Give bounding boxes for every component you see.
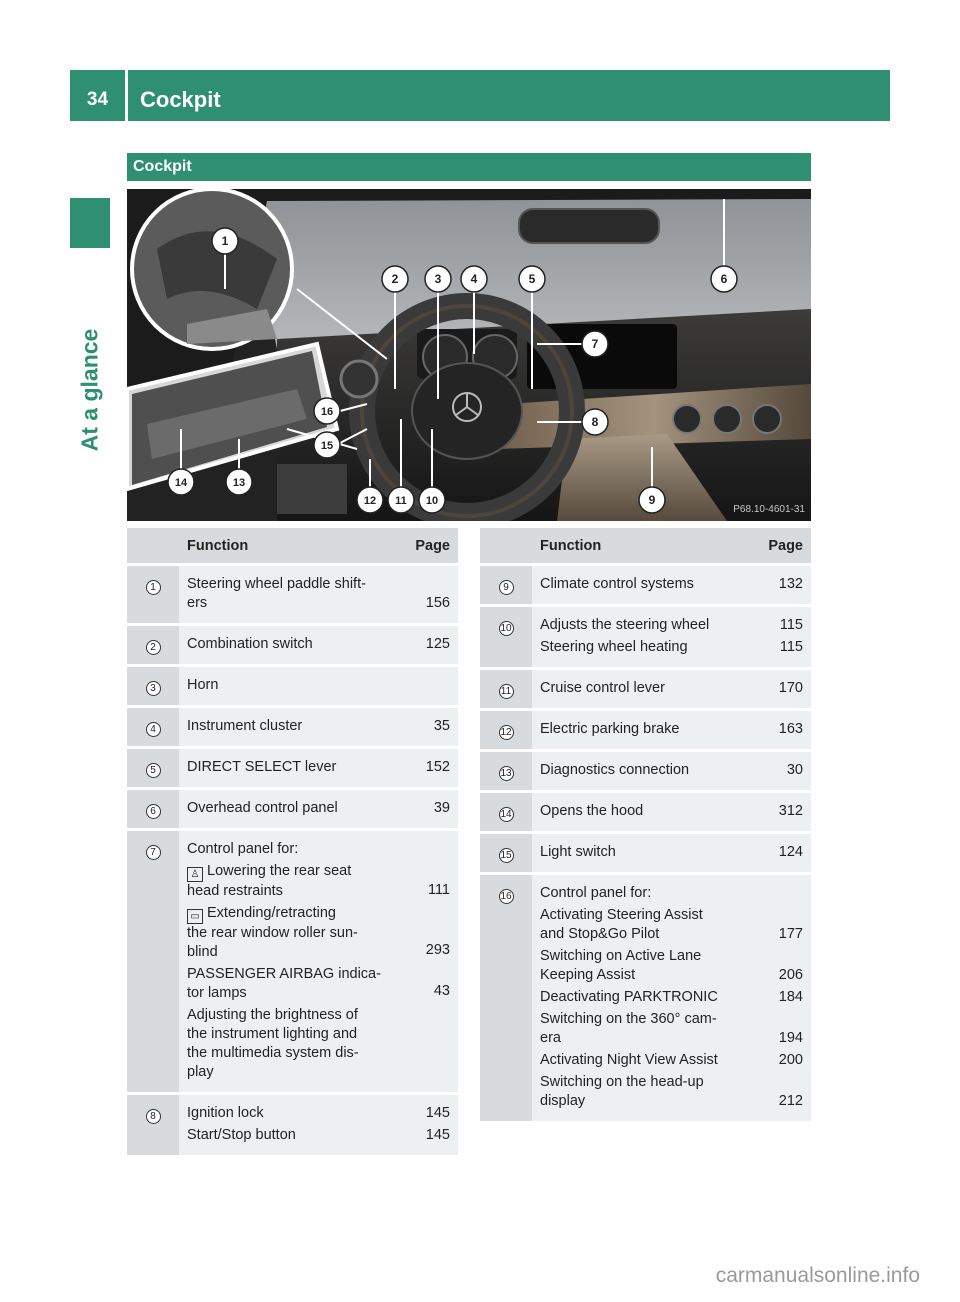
page-ref: 125 <box>425 636 450 652</box>
item-number-cell <box>127 708 179 746</box>
function-text <box>540 761 741 780</box>
callout-10 <box>419 487 445 513</box>
page-ref: 145 <box>425 1127 450 1143</box>
watermark: carmanualsonline.info <box>715 1264 920 1287</box>
table-row <box>127 708 458 746</box>
function-text-line: Adjusting the brightness of <box>187 1007 358 1023</box>
page-ref: 163 <box>778 721 803 737</box>
svg-text:11: 11 <box>395 495 407 507</box>
page-ref <box>396 676 450 695</box>
section-title: Cockpit <box>133 158 192 175</box>
item-number-cell <box>480 834 532 872</box>
function-text <box>187 676 388 695</box>
function-text-line: Ignition lock <box>187 1105 264 1121</box>
page-ref: 170 <box>778 680 803 696</box>
page-ref: 145 <box>425 1105 450 1121</box>
svg-text:3: 3 <box>434 272 442 286</box>
function-cell <box>532 875 749 1121</box>
function-text <box>187 1006 388 1025</box>
page-ref: 39 <box>433 800 450 816</box>
svg-text:2: 2 <box>391 272 399 286</box>
function-text-line: ers <box>187 595 208 611</box>
item-number: 12 <box>500 727 512 738</box>
table-row <box>127 749 458 787</box>
function-text-line: and Stop&Go Pilot <box>540 926 660 942</box>
table-row <box>480 752 811 790</box>
item-number: 6 <box>146 804 161 819</box>
item-number-cell <box>480 711 532 749</box>
item-number-cell <box>127 667 179 705</box>
item-number-cell <box>127 749 179 787</box>
function-cell <box>179 749 396 787</box>
callout-14 <box>168 469 194 495</box>
table-row <box>127 790 458 828</box>
function-cell <box>532 566 749 604</box>
callout-6 <box>711 266 737 292</box>
table-row <box>480 607 811 667</box>
function-text-line: DIRECT SELECT lever <box>187 759 337 775</box>
roller-blind-icon: ▭ <box>187 909 203 924</box>
function-text <box>187 758 388 777</box>
item-number: 8 <box>146 1109 161 1124</box>
svg-text:13: 13 <box>232 477 246 489</box>
function-text <box>187 717 388 736</box>
header-function: Function <box>179 528 396 563</box>
function-text <box>540 884 741 903</box>
item-number: 10 <box>500 623 512 634</box>
function-text-line: Opens the hood <box>540 803 644 819</box>
function-cell <box>179 626 396 664</box>
function-text <box>187 1104 388 1123</box>
item-number: 16 <box>500 891 512 902</box>
function-text <box>540 1092 741 1111</box>
header-divider <box>125 70 128 121</box>
cockpit-photo <box>127 189 811 521</box>
page-ref <box>396 922 450 941</box>
function-text <box>187 1025 388 1044</box>
callout-12 <box>357 487 383 513</box>
table-row <box>127 667 458 705</box>
page-cell <box>396 626 458 664</box>
svg-text:1: 1 <box>221 234 229 248</box>
page-ref <box>749 884 803 903</box>
svg-text:10: 10 <box>425 495 439 507</box>
table-header-row <box>127 528 458 563</box>
function-text <box>540 966 741 985</box>
side-tab-marker <box>70 198 110 248</box>
page-ref <box>396 903 450 922</box>
function-text <box>540 906 741 925</box>
item-number-cell <box>480 566 532 604</box>
function-text <box>187 965 388 984</box>
function-text-line: Activating Steering Assist <box>540 907 703 923</box>
page-cell <box>749 566 811 604</box>
page-cell <box>396 1095 458 1155</box>
function-cell <box>532 711 749 749</box>
right-function-table <box>480 528 811 1121</box>
page-cell <box>749 834 811 872</box>
page-ref: 293 <box>425 942 450 958</box>
function-text-line: Switching on the 360° cam- <box>540 1011 717 1027</box>
side-tab-label: At a glance <box>76 328 103 452</box>
function-text <box>540 1010 741 1029</box>
page-ref <box>396 575 450 594</box>
function-text <box>540 947 741 966</box>
svg-text:12: 12 <box>363 495 377 507</box>
page-cell <box>396 708 458 746</box>
function-text-line: Adjusts the steering wheel <box>540 617 710 633</box>
function-text-line: Combination switch <box>187 636 313 652</box>
svg-text:9: 9 <box>648 493 656 507</box>
svg-text:15: 15 <box>320 440 334 452</box>
page-ref: 124 <box>778 844 803 860</box>
table-row <box>480 670 811 708</box>
section-bar <box>127 153 811 181</box>
page-number: 34 <box>86 89 109 110</box>
svg-text:14: 14 <box>174 477 188 489</box>
function-text <box>540 679 741 698</box>
item-number-cell <box>480 670 532 708</box>
function-text-line: Electric parking brake <box>540 721 680 737</box>
function-text-line: Steering wheel heating <box>540 639 688 655</box>
function-text-line: Steering wheel paddle shift- <box>187 576 366 592</box>
page-ref: 212 <box>778 1093 803 1109</box>
page-ref: 43 <box>433 983 450 999</box>
page-ref: 206 <box>778 967 803 983</box>
function-cell <box>179 566 396 623</box>
item-number-cell <box>127 790 179 828</box>
function-text-line: Activating Night View Assist <box>540 1052 718 1068</box>
function-text-line: display <box>540 1093 586 1109</box>
function-text <box>187 1126 388 1145</box>
function-cell <box>179 831 396 1092</box>
page-cell <box>749 607 811 667</box>
table-row <box>480 566 811 604</box>
page-ref: 132 <box>778 576 803 592</box>
function-text <box>540 638 741 657</box>
page-ref: 35 <box>433 718 450 734</box>
function-text-line: PASSENGER AIRBAG indica- <box>187 966 381 982</box>
function-text-line: the multimedia system dis- <box>187 1045 359 1061</box>
header-page: Page <box>396 528 458 563</box>
page-ref: 115 <box>779 617 803 633</box>
callout-7 <box>582 331 608 357</box>
page-ref <box>749 906 803 925</box>
page-ref <box>396 840 450 859</box>
function-text-line: the instrument lighting and <box>187 1026 358 1042</box>
item-number: 15 <box>500 850 512 861</box>
function-text-line: Control panel for: <box>187 841 299 857</box>
page-cell <box>749 875 811 1121</box>
function-text-line: Switching on the head-up <box>540 1074 704 1090</box>
page-cell <box>749 752 811 790</box>
function-text <box>187 799 388 818</box>
table-row <box>480 834 811 872</box>
callout-3 <box>425 266 451 292</box>
function-text-line: Instrument cluster <box>187 718 303 734</box>
page-ref: 152 <box>425 759 450 775</box>
item-number: 4 <box>146 722 161 737</box>
function-text <box>187 1044 388 1063</box>
function-text <box>540 1029 741 1048</box>
function-text <box>540 720 741 739</box>
function-text-line: tor lamps <box>187 985 247 1001</box>
function-text-line: Cruise control lever <box>540 680 665 696</box>
function-text-line: Horn <box>187 677 219 693</box>
function-text <box>187 862 388 882</box>
function-text <box>187 575 388 594</box>
function-text-line: Diagnostics connection <box>540 762 690 778</box>
page-ref: 156 <box>425 595 450 611</box>
page-cell <box>749 670 811 708</box>
page-cell <box>396 749 458 787</box>
function-text-line: Extending/retracting <box>207 905 336 921</box>
function-text <box>540 843 741 862</box>
function-cell <box>179 708 396 746</box>
table-row <box>127 1095 458 1155</box>
svg-text:16: 16 <box>320 406 334 418</box>
page-cell <box>396 566 458 623</box>
cockpit-illustration <box>127 189 811 521</box>
function-cell <box>179 1095 396 1155</box>
function-text <box>540 1051 741 1070</box>
page-cell <box>396 667 458 705</box>
page-ref <box>749 947 803 966</box>
item-number: 14 <box>500 809 512 820</box>
header-number-cell <box>480 528 532 563</box>
page-cell <box>749 793 811 831</box>
function-text <box>540 988 741 1007</box>
function-text-line: era <box>540 1030 561 1046</box>
page-ref: 115 <box>779 639 803 655</box>
header-function: Function <box>532 528 749 563</box>
table-row <box>127 626 458 664</box>
function-text <box>187 635 388 654</box>
callout-4 <box>461 266 487 292</box>
page-ref <box>396 1042 450 1061</box>
svg-text:4: 4 <box>470 272 478 286</box>
function-cell <box>532 793 749 831</box>
function-text <box>187 882 388 901</box>
function-cell <box>179 667 396 705</box>
item-number-cell <box>127 1095 179 1155</box>
item-number-cell <box>480 752 532 790</box>
headrest-icon: ♙ <box>187 867 203 882</box>
item-number-cell <box>127 831 179 1092</box>
function-text-line: blind <box>187 944 218 960</box>
page-cell <box>396 831 458 1092</box>
table-row <box>127 831 458 1092</box>
item-number-cell <box>480 793 532 831</box>
callout-13 <box>226 469 252 495</box>
function-text-line: Light switch <box>540 844 616 860</box>
function-text <box>540 1073 741 1092</box>
callout-15 <box>314 432 340 458</box>
callout-5 <box>519 266 545 292</box>
page-ref: 111 <box>427 882 450 898</box>
item-number-cell <box>127 626 179 664</box>
page-ref <box>396 1061 450 1080</box>
callout-8 <box>582 409 608 435</box>
function-text <box>187 1063 388 1082</box>
function-cell <box>532 834 749 872</box>
table-row <box>480 793 811 831</box>
function-text-line: head restraints <box>187 883 283 899</box>
function-text <box>187 904 388 924</box>
table-row <box>480 875 811 1121</box>
function-text <box>187 984 388 1003</box>
item-number-cell <box>480 875 532 1121</box>
header-page: Page <box>749 528 811 563</box>
image-code: P68.10-4601-31 <box>733 504 805 515</box>
page-ref <box>396 1023 450 1042</box>
callout-11 <box>388 487 414 513</box>
callout-9 <box>639 487 665 513</box>
item-number: 2 <box>146 640 161 655</box>
function-text-line: Switching on Active Lane <box>540 948 702 964</box>
function-text <box>187 924 388 943</box>
item-number-cell <box>127 566 179 623</box>
page-ref: 184 <box>778 989 803 1005</box>
header-number-cell <box>127 528 179 563</box>
function-text-line: Climate control systems <box>540 576 694 592</box>
function-text-line: Control panel for: <box>540 885 652 901</box>
svg-text:8: 8 <box>591 415 599 429</box>
page-ref <box>396 862 450 881</box>
page-ref: 194 <box>778 1030 803 1046</box>
item-number: 7 <box>146 845 161 860</box>
function-text <box>540 802 741 821</box>
page-ref <box>749 1073 803 1092</box>
item-number: 5 <box>146 763 161 778</box>
function-text-line: Start/Stop button <box>187 1127 296 1143</box>
function-cell <box>532 670 749 708</box>
item-number: 3 <box>146 681 161 696</box>
function-text <box>540 616 741 635</box>
page-cell <box>396 790 458 828</box>
function-cell <box>532 607 749 667</box>
function-text <box>187 840 388 859</box>
svg-text:6: 6 <box>720 272 728 286</box>
function-text-line: Keeping Assist <box>540 967 636 983</box>
item-number-cell <box>480 607 532 667</box>
item-number: 9 <box>499 580 514 595</box>
header-title: Cockpit <box>140 87 221 112</box>
function-text-line: Deactivating PARKTRONIC <box>540 989 718 1005</box>
table-row <box>127 566 458 623</box>
function-text-line: Overhead control panel <box>187 800 338 816</box>
callout-1 <box>212 228 238 254</box>
function-text <box>187 594 388 613</box>
page-cell <box>749 711 811 749</box>
page-ref: 200 <box>778 1052 803 1068</box>
page-ref: 30 <box>786 762 803 778</box>
function-text-line: Lowering the rear seat <box>207 863 352 879</box>
page-ref <box>396 963 450 982</box>
callout-16 <box>314 398 340 424</box>
page-ref <box>749 1010 803 1029</box>
function-text <box>540 575 741 594</box>
function-cell <box>532 752 749 790</box>
callout-2 <box>382 266 408 292</box>
function-text-line: the rear window roller sun- <box>187 925 358 941</box>
page-ref: 312 <box>778 803 803 819</box>
function-text <box>540 925 741 944</box>
svg-text:7: 7 <box>591 337 599 351</box>
item-number: 13 <box>500 768 512 779</box>
svg-text:5: 5 <box>528 272 536 286</box>
left-function-table <box>127 528 458 1155</box>
page-ref: 177 <box>778 926 803 942</box>
item-number: 1 <box>146 580 161 595</box>
item-number: 11 <box>499 684 514 699</box>
function-text-line: play <box>187 1064 214 1080</box>
function-cell <box>179 790 396 828</box>
page-ref <box>396 1004 450 1023</box>
function-text <box>187 943 388 962</box>
table-header-row <box>480 528 811 563</box>
table-row <box>480 711 811 749</box>
